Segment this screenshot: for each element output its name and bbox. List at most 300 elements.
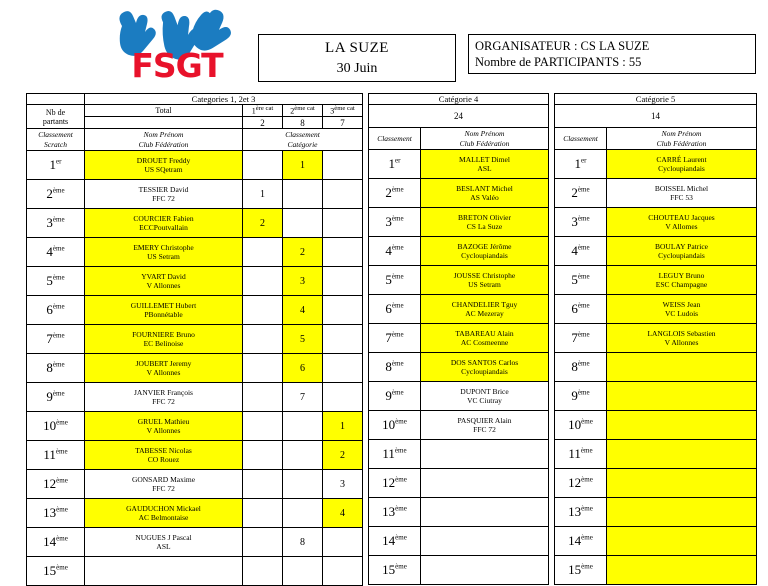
table-row — [27, 528, 363, 557]
rider-name: GUILLEMET Hubert — [130, 300, 197, 310]
rank-suffix: ème — [395, 562, 407, 571]
rider-club: Cycloupiandais — [461, 251, 508, 260]
name-cell[interactable] — [607, 150, 757, 179]
rank-suffix: ème — [391, 359, 404, 368]
table-row — [27, 180, 363, 209]
rank-suffix: ème — [56, 418, 68, 427]
rank-suffix: ème — [395, 504, 407, 513]
rank-suffix: ème — [52, 244, 65, 253]
rider-name: DROUET Freddy — [136, 155, 191, 165]
rider-club: US Setram — [468, 280, 501, 289]
cat1-cell[interactable]: 1 — [243, 180, 283, 209]
mid-table-body — [369, 94, 549, 585]
left-rank-subheader — [27, 129, 85, 151]
table-row — [369, 556, 549, 585]
rank-suffix: ème — [52, 331, 65, 340]
rider-club: V Allonnes — [146, 281, 181, 290]
name-cell[interactable] — [421, 498, 549, 527]
cat3-cell[interactable] — [323, 209, 363, 238]
rank-cell[interactable]: 3ème — [27, 209, 85, 238]
right-subheader-row — [555, 128, 757, 150]
table-row — [369, 150, 549, 179]
rank-suffix: ème — [581, 417, 593, 426]
table-row — [369, 498, 549, 527]
rank-suffix: ème — [581, 533, 593, 542]
table-row — [27, 238, 363, 267]
rank-cell[interactable]: 5ème — [555, 266, 607, 295]
rank-cell[interactable]: 5ème — [369, 266, 421, 295]
cat1-cell[interactable] — [243, 354, 283, 383]
rider-name: GAUDUCHON Mickael — [126, 503, 201, 513]
rank-suffix: ème — [577, 301, 590, 310]
total-count-cell — [85, 117, 243, 129]
rider-name: EMERY Christophe — [133, 242, 194, 252]
cat2-count: 8 — [283, 117, 323, 129]
rank-suffix: ème — [581, 504, 593, 513]
cat1-cell[interactable] — [243, 238, 283, 267]
name-cell[interactable] — [421, 527, 549, 556]
left-table-body — [27, 94, 363, 586]
name-cell[interactable] — [421, 266, 549, 295]
cat3-cell[interactable] — [323, 354, 363, 383]
cat3-cell[interactable] — [323, 151, 363, 180]
fsgt-logo-graphic — [114, 4, 242, 84]
name-cell[interactable] — [421, 556, 549, 585]
cat2-cell[interactable] — [283, 180, 323, 209]
rank-cell[interactable]: 7ème — [555, 324, 607, 353]
table-row — [27, 296, 363, 325]
rider-name: BESLANT Michel — [456, 183, 513, 193]
name-cell[interactable] — [607, 469, 757, 498]
organizer-line: ORGANISATEUR : CS LA SUZE — [475, 39, 650, 53]
cat1-cell[interactable] — [243, 470, 283, 499]
rider-club: VC Ludois — [664, 309, 699, 318]
rank-cell[interactable]: 4ème — [555, 237, 607, 266]
rank-cell[interactable]: 14ème — [369, 527, 421, 556]
table-row — [369, 469, 549, 498]
rank-sub-line2: Scratch — [44, 139, 67, 149]
table-row — [555, 150, 757, 179]
table-row — [369, 382, 549, 411]
table-row — [369, 353, 549, 382]
name-cell[interactable] — [421, 469, 549, 498]
right-title-row — [555, 94, 757, 105]
rider-club: Cycloupiandais — [461, 367, 508, 376]
rider-name: TABESSE Nicolas — [135, 445, 192, 455]
cat3-cell[interactable]: 1 — [323, 412, 363, 441]
cat2-cell[interactable] — [283, 209, 323, 238]
name-cell[interactable] — [607, 382, 757, 411]
table-row — [27, 209, 363, 238]
rank-cell[interactable]: 10ème — [555, 411, 607, 440]
name-cell[interactable] — [607, 556, 757, 585]
cat3-cell[interactable] — [323, 557, 363, 586]
left-cat-subheader — [243, 129, 363, 151]
rider-name: DUPONT Brice — [460, 386, 509, 396]
table-row — [369, 324, 549, 353]
table-row — [555, 498, 757, 527]
cat3-cell[interactable] — [323, 325, 363, 354]
left-corner-cell — [27, 94, 85, 105]
rank-suffix: ème — [52, 360, 65, 369]
rank-cell[interactable]: 11ème — [369, 440, 421, 469]
rider-club: ASL — [156, 542, 171, 551]
rank-cell[interactable]: 15ème — [555, 556, 607, 585]
rank-cell[interactable]: 10ème — [369, 411, 421, 440]
rider-name: LEGUY Bruno — [658, 270, 705, 280]
name-cell[interactable] — [607, 324, 757, 353]
rank-suffix: ème — [581, 562, 593, 571]
rank-cell[interactable]: 11ème — [555, 440, 607, 469]
rank-suffix: ème — [395, 533, 407, 542]
cat2-cell[interactable] — [283, 470, 323, 499]
table-row — [369, 237, 549, 266]
cat3-cell[interactable] — [323, 296, 363, 325]
rank-cell[interactable]: 5ème — [27, 267, 85, 296]
cat2-cell[interactable] — [283, 499, 323, 528]
partants-label-line1: Nb de — [45, 107, 66, 117]
cat3-cell[interactable]: 2 — [323, 441, 363, 470]
rank-cell[interactable]: 6ème — [555, 295, 607, 324]
rank-suffix: ème — [391, 388, 404, 397]
right-count-row — [555, 105, 757, 128]
rank-cell[interactable]: 6ème — [27, 296, 85, 325]
mid-rank-subheader: Classement — [369, 128, 421, 150]
cat1-cell[interactable] — [243, 499, 283, 528]
rank-suffix: ème — [52, 302, 65, 311]
event-date: 30 Juin — [336, 61, 378, 76]
rank-cell[interactable]: 7ème — [369, 324, 421, 353]
name-cell[interactable] — [607, 266, 757, 295]
rank-suffix: ème — [391, 272, 404, 281]
results-table-categorie-5 — [554, 93, 757, 585]
left-name-subheader — [85, 129, 243, 151]
table-row — [369, 527, 549, 556]
rider-club: US Setram — [147, 252, 180, 261]
cat2-cell[interactable]: 8 — [283, 528, 323, 557]
rider-name: CARRÉ Laurent — [656, 154, 707, 164]
rank-cell[interactable]: 2ème — [555, 179, 607, 208]
name-cell[interactable] — [607, 237, 757, 266]
cat2-cell[interactable]: 5 — [283, 325, 323, 354]
rank-suffix: ème — [52, 215, 65, 224]
table-row — [27, 383, 363, 412]
rank-cell[interactable]: 1er — [27, 151, 85, 180]
rank-cell[interactable]: 1er — [369, 150, 421, 179]
rider-name: JANVIER François — [134, 387, 193, 397]
rider-club: VC Ciutray — [467, 396, 502, 405]
left-header-row-1 — [27, 105, 363, 117]
rider-name: BOISSEL Michel — [654, 183, 709, 193]
rank-cell[interactable]: 11ème — [27, 441, 85, 470]
rank-suffix: ème — [394, 446, 407, 455]
rider-name: FOURNIERE Bruno — [132, 329, 195, 339]
rider-club: ASL — [477, 164, 492, 173]
rank-cell[interactable]: 13ème — [27, 499, 85, 528]
cat-sub-line2: Catégorie — [287, 139, 318, 149]
name-cell[interactable] — [607, 498, 757, 527]
rank-cell[interactable]: 7ème — [27, 325, 85, 354]
name-cell[interactable] — [421, 150, 549, 179]
rank-cell[interactable]: 8ème — [27, 354, 85, 383]
name-cell[interactable] — [85, 412, 243, 441]
rider-club: FFC 53 — [670, 193, 693, 202]
name-cell[interactable] — [85, 267, 243, 296]
cat3-cell[interactable] — [323, 238, 363, 267]
rank-cell[interactable]: 12ème — [27, 470, 85, 499]
rank-cell[interactable]: 10ème — [27, 412, 85, 441]
table-row — [27, 499, 363, 528]
rank-cell[interactable]: 1er — [555, 150, 607, 179]
name-cell[interactable] — [607, 353, 757, 382]
rank-suffix: er — [581, 156, 587, 165]
rank-cell[interactable]: 12ème — [369, 469, 421, 498]
name-sub-line2: Club Fédération — [138, 139, 189, 149]
table-row — [555, 208, 757, 237]
cat2-cell[interactable]: 1 — [283, 151, 323, 180]
rank-suffix: ème — [577, 388, 590, 397]
rank-cell[interactable]: 8ème — [369, 353, 421, 382]
rank-cell[interactable]: 2ème — [369, 179, 421, 208]
name-cell[interactable] — [85, 528, 243, 557]
cat1-cell[interactable] — [243, 296, 283, 325]
right-rank-subheader: Classement — [555, 128, 607, 150]
rank-cell[interactable]: 3ème — [555, 208, 607, 237]
rider-club: ESC Champagne — [655, 280, 708, 289]
name-cell[interactable] — [607, 440, 757, 469]
table-row — [555, 411, 757, 440]
cat3-cell[interactable] — [323, 180, 363, 209]
cat2-cell[interactable]: 6 — [283, 354, 323, 383]
mid-title-row — [369, 94, 549, 105]
cat1-cell[interactable] — [243, 151, 283, 180]
name-cell[interactable] — [607, 411, 757, 440]
mid-participant-count: 24 — [369, 105, 549, 128]
cat2-cell[interactable] — [283, 557, 323, 586]
cat3-cell[interactable]: 4 — [323, 499, 363, 528]
rider-club: FFC 72 — [473, 425, 496, 434]
rider-club: AC Cosmeenne — [460, 338, 509, 347]
cat2-cell[interactable]: 2 — [283, 238, 323, 267]
right-name-sub-line2: Club Fédération — [656, 138, 707, 148]
name-cell[interactable] — [421, 324, 549, 353]
rank-suffix: ème — [395, 475, 407, 484]
rank-suffix: ème — [391, 330, 404, 339]
cat2-cell[interactable]: 4 — [283, 296, 323, 325]
cat3-cell[interactable] — [323, 267, 363, 296]
participants-line: Nombre de PARTICIPANTS : 55 — [475, 55, 642, 69]
rider-name: CHANDELIER Tguy — [451, 299, 518, 309]
name-cell[interactable] — [607, 208, 757, 237]
name-cell[interactable] — [85, 296, 243, 325]
name-cell[interactable] — [421, 411, 549, 440]
rider-name: BOULAY Patrice — [655, 241, 708, 251]
fsgt-logo — [114, 4, 242, 84]
cat1-count: 2 — [243, 117, 283, 129]
table-row — [555, 556, 757, 585]
name-cell[interactable] — [421, 440, 549, 469]
fsgt-logo-wordmark: FSGT — [131, 46, 223, 84]
cat2-cell[interactable] — [283, 441, 323, 470]
cat1-cell[interactable] — [243, 267, 283, 296]
left-subheader-row — [27, 129, 363, 151]
rider-name: BAZOGE Jérôme — [457, 241, 512, 251]
name-cell[interactable] — [607, 527, 757, 556]
rank-cell[interactable]: 13ème — [369, 498, 421, 527]
rank-cell[interactable]: 12ème — [555, 469, 607, 498]
rider-club: Cycloupiandais — [658, 164, 705, 173]
rider-club: V Allonnes — [146, 368, 181, 377]
rider-name: MALLET Dimel — [459, 154, 510, 164]
event-title-box — [258, 34, 456, 82]
cat1-cell[interactable]: 2 — [243, 209, 283, 238]
rider-name: COURCIER Fabien — [133, 213, 194, 223]
rank-cell[interactable]: 8ème — [555, 353, 607, 382]
cat1-cell[interactable] — [243, 412, 283, 441]
name-cell[interactable] — [607, 295, 757, 324]
cat1-cell[interactable] — [243, 557, 283, 586]
cat1-cell[interactable] — [243, 441, 283, 470]
name-cell[interactable] — [85, 354, 243, 383]
cat3-header: $3^{ème cat}$ — [323, 105, 363, 117]
results-table-categories-1-2-3 — [26, 93, 363, 586]
mid-name-sub-line2: Club Fédération — [459, 138, 510, 148]
table-row — [27, 151, 363, 180]
mid-table-title: Catégorie 4 — [369, 94, 549, 105]
cat3-cell[interactable] — [323, 383, 363, 412]
rank-cell[interactable]: 14ème — [27, 528, 85, 557]
rider-name: JOUBERT Jeremy — [135, 358, 192, 368]
left-title-row — [27, 94, 363, 105]
right-name-subheader — [607, 128, 757, 150]
right-participant-count: 14 — [555, 105, 757, 128]
rider-name: PASQUIER Alain — [457, 415, 512, 425]
rank-cell[interactable]: 2ème — [27, 180, 85, 209]
left-total-header: Total — [85, 105, 243, 117]
name-cell[interactable] — [85, 383, 243, 412]
rider-name: NUGUES J Pascal — [135, 532, 192, 542]
rank-cell[interactable]: 15ème — [369, 556, 421, 585]
rank-cell[interactable]: 4ème — [27, 238, 85, 267]
table-row — [27, 470, 363, 499]
name-cell[interactable] — [421, 382, 549, 411]
name-cell[interactable] — [85, 238, 243, 267]
rider-name: WEISS Jean — [662, 299, 701, 309]
name-cell[interactable] — [85, 209, 243, 238]
name-cell[interactable] — [85, 557, 243, 586]
rank-suffix: ème — [577, 185, 590, 194]
name-cell[interactable] — [421, 179, 549, 208]
rider-club: V Allonnes — [146, 426, 181, 435]
cat1-cell[interactable] — [243, 325, 283, 354]
rank-cell[interactable]: 9ème — [27, 383, 85, 412]
name-cell[interactable] — [421, 295, 549, 324]
name-cell[interactable] — [421, 208, 549, 237]
rank-cell[interactable]: 15ème — [27, 557, 85, 586]
right-name-sub-line1: Nom Prénom — [661, 128, 702, 138]
cat2-cell[interactable]: 3 — [283, 267, 323, 296]
rider-name: CHOUTEAU Jacques — [648, 212, 715, 222]
name-cell[interactable] — [85, 499, 243, 528]
rank-cell[interactable]: 4ème — [369, 237, 421, 266]
table-row — [555, 469, 757, 498]
rider-name: GRUEL Mathieu — [137, 416, 190, 426]
rank-suffix: ème — [52, 389, 65, 398]
rider-club: CO Rouez — [147, 455, 180, 464]
rider-name: TABAREAU Alain — [455, 328, 514, 338]
left-partants-header — [27, 105, 85, 129]
name-cell[interactable] — [85, 470, 243, 499]
table-row — [555, 382, 757, 411]
rank-suffix: ème — [577, 359, 590, 368]
rider-club: AC Belmontaise — [138, 513, 189, 522]
rider-club: PBonnétable — [144, 310, 183, 319]
rank-cell[interactable]: 9ème — [555, 382, 607, 411]
rank-cell[interactable]: 13ème — [555, 498, 607, 527]
table-row — [27, 267, 363, 296]
cat2-cell[interactable]: 7 — [283, 383, 323, 412]
rank-suffix: ème — [577, 330, 590, 339]
mid-subheader-row — [369, 128, 549, 150]
rider-club: V Allomes — [665, 222, 698, 231]
rank-suffix: ème — [577, 272, 590, 281]
rider-club: EC Belinoise — [143, 339, 184, 348]
rank-suffix: ème — [56, 476, 68, 485]
rider-name: JOUSSE Christophe — [453, 270, 516, 280]
table-row — [27, 557, 363, 586]
rank-suffix: ème — [391, 185, 404, 194]
rider-club: FFC 72 — [152, 484, 175, 493]
name-cell[interactable] — [85, 441, 243, 470]
name-cell[interactable] — [85, 180, 243, 209]
table-row — [555, 179, 757, 208]
rank-cell[interactable]: 14ème — [555, 527, 607, 556]
rank-cell[interactable]: 6ème — [369, 295, 421, 324]
cat3-cell[interactable]: 3 — [323, 470, 363, 499]
cat-sub-line1: Classement — [285, 129, 320, 139]
rank-sub-line1: Classement — [38, 129, 73, 139]
name-cell[interactable] — [421, 237, 549, 266]
rank-suffix: ème — [56, 534, 68, 543]
rank-suffix: ème — [55, 447, 68, 456]
table-row — [555, 237, 757, 266]
mid-name-subheader — [421, 128, 549, 150]
name-cell[interactable] — [85, 325, 243, 354]
rank-cell[interactable]: 9ème — [369, 382, 421, 411]
table-row — [27, 325, 363, 354]
table-row — [27, 441, 363, 470]
rank-suffix: ème — [56, 563, 68, 572]
name-cell[interactable] — [85, 151, 243, 180]
rider-club: US SQetram — [144, 165, 183, 174]
mid-name-sub-line1: Nom Prénom — [464, 128, 505, 138]
rider-name: TESSIER David — [138, 184, 189, 194]
left-table-title: Categories 1, 2et 3 — [85, 94, 363, 105]
rider-name: DOS SANTOS Carlos — [450, 357, 519, 367]
rank-cell[interactable]: 3ème — [369, 208, 421, 237]
name-cell[interactable] — [421, 353, 549, 382]
rider-club: FFC 72 — [152, 194, 175, 203]
table-row — [369, 266, 549, 295]
cat2-cell[interactable] — [283, 412, 323, 441]
rider-name: BRETON Olivier — [458, 212, 511, 222]
name-cell[interactable] — [607, 179, 757, 208]
name-sub-line1: Nom Prénom — [143, 129, 184, 139]
cat1-cell[interactable] — [243, 383, 283, 412]
cat1-cell[interactable] — [243, 528, 283, 557]
cat3-cell[interactable] — [323, 528, 363, 557]
table-row — [555, 527, 757, 556]
